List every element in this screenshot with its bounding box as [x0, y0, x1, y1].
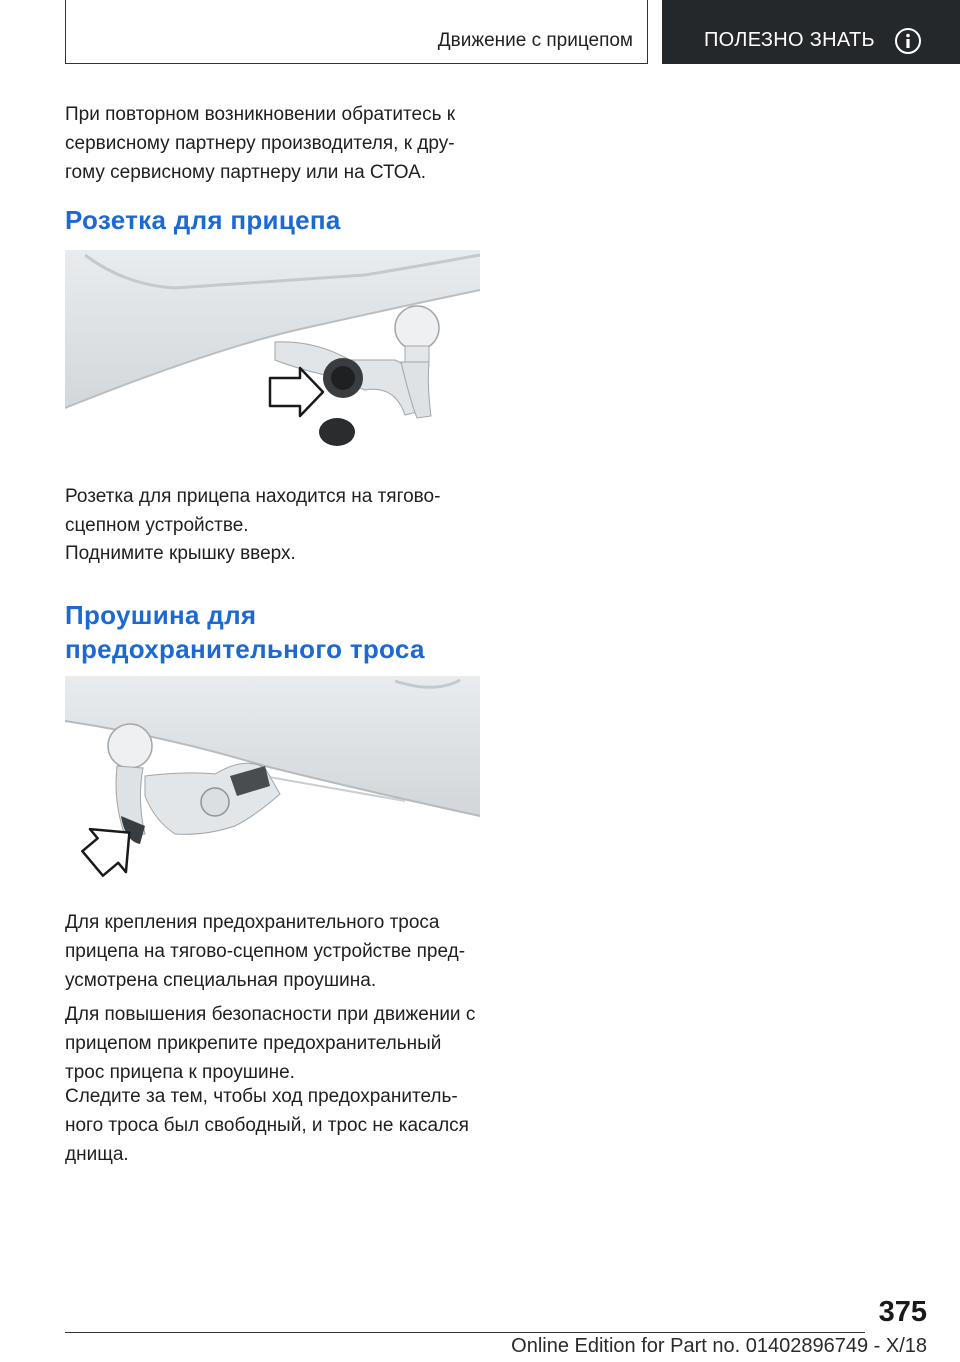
- text-line: сервисному партнеру производителя, к дру‐: [65, 133, 455, 154]
- text-line: гому сервисному партнеру или на СТОА.: [65, 162, 427, 183]
- text-line: днища.: [65, 1144, 129, 1165]
- text-line: сцепном устройстве.: [65, 515, 249, 536]
- text-line: При повторном возникновении обратитесь к: [65, 104, 456, 125]
- page-number: 375: [878, 1296, 927, 1328]
- text-line: прицепа на тягово-сцепном устройстве пред‐: [65, 941, 466, 962]
- safety-eye-description: [65, 908, 485, 995]
- trailer-socket-illustration: [65, 250, 480, 460]
- intro-paragraph: [65, 100, 485, 187]
- cable-clearance-note: [65, 1082, 485, 1169]
- safety-eye-illustration: [65, 676, 480, 892]
- info-circle-icon: [894, 27, 922, 55]
- text-line: Для крепления предохранительного троса: [65, 912, 440, 933]
- lift-cover-instruction: Поднимите крышку вверх.: [65, 543, 296, 564]
- text-line: ного троса был свободный, и трос не касался: [65, 1115, 469, 1136]
- text-line: Для повышения безопасности при движении с: [65, 1004, 476, 1025]
- attach-cable-instruction: [65, 1000, 485, 1087]
- text-line: трос прицепа к проушине.: [65, 1062, 295, 1083]
- section-heading-safety-eye: [65, 598, 495, 666]
- heading-line: Проушина для: [65, 600, 257, 630]
- category-label: ПОЛЕЗНО ЗНАТЬ: [704, 29, 875, 51]
- section-heading-socket: Розетка для прицепа: [65, 205, 341, 235]
- footer-divider: [65, 1332, 865, 1333]
- section-title: Движение с прицепом: [437, 30, 633, 51]
- text-line: Следите за тем, чтобы ход предохранитель‐: [65, 1086, 458, 1107]
- socket-location-paragraph: [65, 482, 485, 540]
- section-tab: [65, 0, 648, 64]
- edition-footer: Online Edition for Part no. 01402896749 - X/18: [511, 1335, 927, 1357]
- text-line: Розетка для прицепа находится на тягово-: [65, 486, 441, 507]
- text-line: усмотрена специальная проушина.: [65, 970, 377, 991]
- text-line: прицепом прикрепите предохранительный: [65, 1033, 442, 1054]
- heading-line: предохранительного троса: [65, 634, 425, 664]
